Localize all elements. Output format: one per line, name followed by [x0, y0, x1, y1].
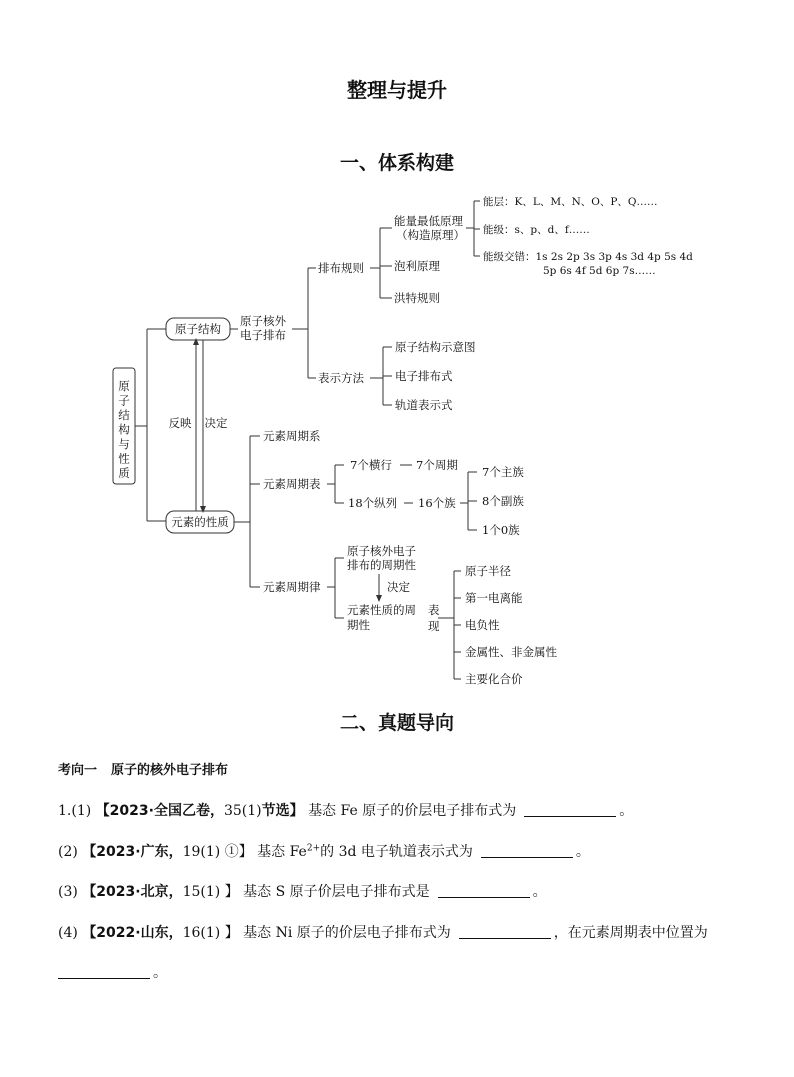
- reflect-label: 反映: [168, 416, 192, 430]
- pauli-label: 泡利原理: [394, 259, 440, 273]
- question-heading: [58, 759, 242, 778]
- arrangement-bracket: [292, 268, 316, 378]
- answer-blank-4b[interactable]: [58, 964, 150, 979]
- heading-text: 原子的核外电子排布: [111, 763, 229, 778]
- question-4-line-2: 。: [58, 962, 167, 982]
- valence-label: 主要化合价: [465, 672, 523, 686]
- root-bracket: [135, 329, 166, 521]
- property-label: 元素的性质: [171, 515, 229, 529]
- rows-label: 7个横行: [350, 458, 392, 472]
- arrangement-label-2: 电子排布: [240, 328, 286, 342]
- layer-label: 能层：K、L、M、N、O、P、Q……: [483, 196, 658, 208]
- decide2-label: 决定: [387, 580, 410, 594]
- system-label: 元素周期系: [263, 429, 321, 443]
- orbital-label: 轨道表示式: [395, 398, 453, 412]
- groups-bracket: [460, 472, 477, 530]
- heading-label: 考向一: [58, 763, 98, 778]
- energy-bracket: [466, 201, 480, 256]
- level-label: 能级：s、p、d、f……: [483, 224, 590, 236]
- cross-label: 能级交错：1s 2s 2p 3s 3p 4s 3d 4p 5s 4d: [483, 251, 693, 263]
- show-label-1: 表: [428, 603, 440, 617]
- arrangement-label-1: 原子核外: [240, 314, 286, 328]
- decide-label: 决定: [204, 416, 228, 430]
- property-bracket: [234, 436, 260, 587]
- rules-bracket: [370, 228, 392, 298]
- cross-label-2: 5p 6s 4f 5d 6p 7s……: [543, 265, 656, 277]
- show-bracket: [438, 571, 461, 679]
- answer-blank-4a[interactable]: [459, 924, 551, 939]
- answer-blank-3[interactable]: [438, 883, 530, 898]
- radius-label: 原子半径: [465, 564, 511, 578]
- groups-label: 16个族: [418, 496, 456, 510]
- cols-label: 18个纵列: [348, 496, 398, 510]
- page-title: 整理与提升: [347, 78, 447, 102]
- question-3: (3) 【2023·北京，15(1) 】 基态 S 原子价层电子排布式是 。: [58, 884, 547, 900]
- table-bracket: [327, 465, 344, 503]
- section-title-questions: 二、真题导向: [339, 712, 454, 734]
- answer-blank-2[interactable]: [481, 843, 573, 858]
- periods-label: 7个周期: [416, 458, 458, 472]
- main-groups-label: 7个主族: [482, 465, 524, 479]
- show-label-2: 现: [428, 619, 440, 633]
- law-bracket: [327, 558, 344, 618]
- question-4: (4) 【2022·山东，16(1) 】 基态 Ni 原子的价层电子排布式为 ，在元素周期表中位置为: [58, 925, 708, 941]
- electronegativity-label: 电负性: [465, 618, 500, 632]
- config-label: 电子排布式: [395, 369, 453, 383]
- notation-bracket: [370, 347, 392, 405]
- hund-label: 洪特规则: [394, 291, 440, 305]
- notation-label: 表示方法: [318, 371, 364, 385]
- section-title-framework: 一、体系构建: [339, 152, 454, 174]
- schematic-label: 原子结构示意图: [395, 340, 476, 354]
- question-2: (2) 【2023·广东，19(1) ①】 基态 $Fe^{2+}$的 3d 电子轨道表示式为 。: [58, 843, 590, 860]
- energy-min-sub-label: （构造原理）: [396, 228, 465, 242]
- law-label: 元素周期律: [263, 580, 321, 594]
- zero-group-label: 1个0族: [482, 523, 520, 537]
- ionization-label: 第一电离能: [465, 591, 523, 605]
- question-1: 1.(1) 【2023·全国乙卷，35(1)节选】 基态 Fe 原子的价层电子排布式为 。: [58, 803, 634, 819]
- metallic-label: 金属性、非金属性: [465, 645, 557, 659]
- periodicity-label-1: 原子核外电子: [347, 544, 416, 558]
- root-label: 原子结构与性质: [118, 379, 130, 480]
- atom-label: 原子结构: [175, 322, 221, 336]
- prop-periodic-label-1: 元素性质的周: [347, 603, 416, 617]
- energy-min-label: 能量最低原理: [394, 214, 463, 228]
- answer-blank-1[interactable]: [524, 802, 616, 817]
- table-label: 元素周期表: [263, 477, 321, 491]
- prop-periodic-label-2: 期性: [347, 618, 370, 632]
- periodicity-label-2: 排布的周期性: [347, 558, 416, 572]
- sub-groups-label: 8个副族: [482, 494, 524, 508]
- rules-label: 排布规则: [318, 261, 364, 275]
